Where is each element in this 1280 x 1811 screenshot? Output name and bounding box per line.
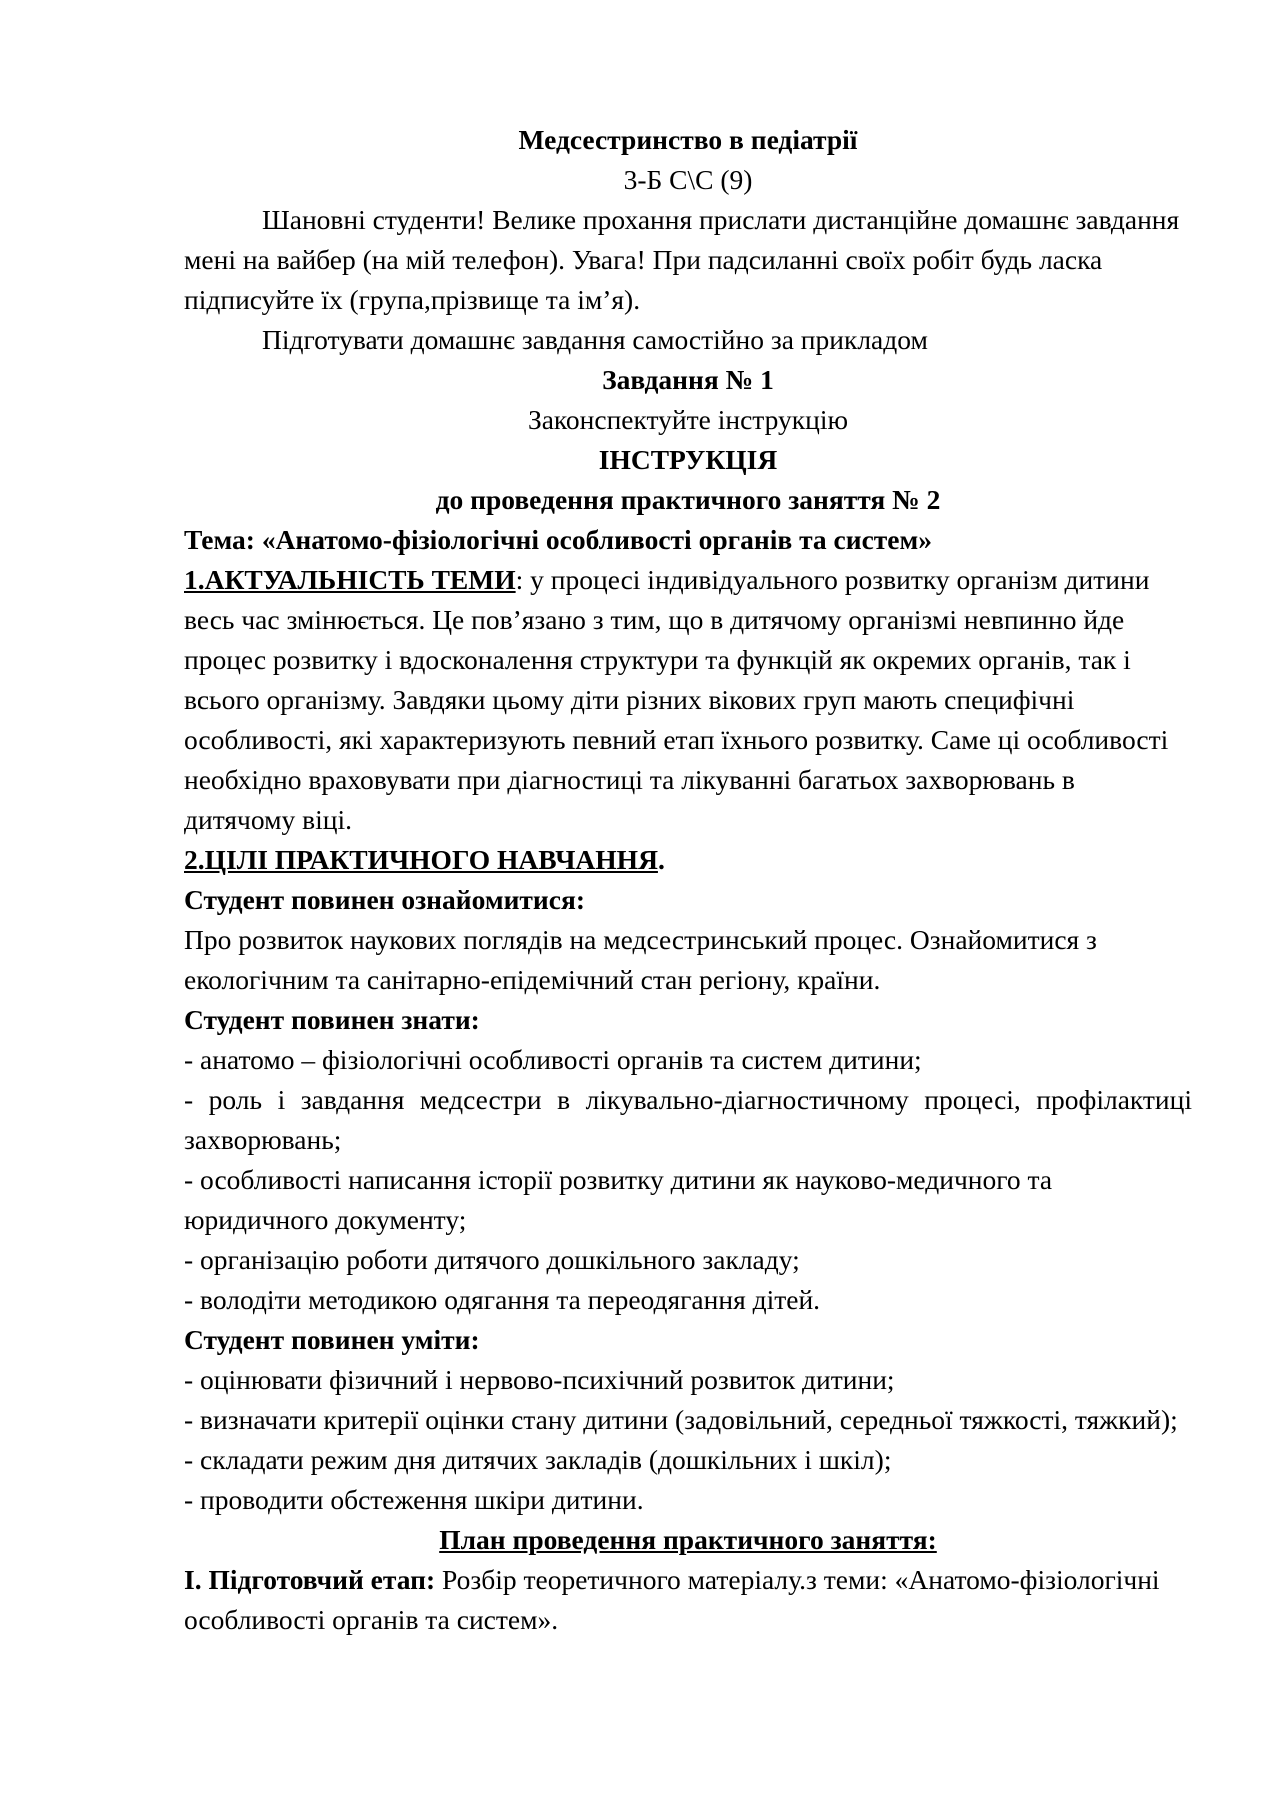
instruction-title: ІНСТРУКЦІЯ: [598, 444, 778, 475]
know-item: - особливості написання історії розвитку дитини як науково-медичного та юридичного документу;: [184, 1164, 1053, 1235]
able-item: - визначати критерії оцінки стану дитини (задовільний, середньої тяжкості, тяжкий);: [184, 1404, 1178, 1435]
know-heading: Студент повинен знати:: [184, 1004, 480, 1035]
familiarize-text: Про розвиток наукових поглядів на медсестринський процес. Ознайомитися з екологічним та санітарно-епідемічний стан регіону, країни.: [184, 924, 1097, 995]
know-item: - анатомо – фізіологічні особливості органів та систем дитини;: [184, 1044, 922, 1075]
know-item: - організацію роботи дитячого дошкільного закладу;: [184, 1244, 800, 1275]
familiarize-heading: Студент повинен ознайомитися:: [184, 884, 586, 915]
goals-heading-line: [184, 840, 1192, 880]
plan-stage-1: [184, 1560, 1192, 1640]
plan-heading: План проведення практичного заняття:: [439, 1524, 937, 1555]
relevance-text: : у процесі індивідуального розвитку організм дитини весь час змінюється. Це пов’язано з тим, що в дитячому організмі невпинно йде процес розвитку і вдосконалення структури та функцій як окремих органів, так і всього організму. Завдяки цьому діти різних вікових груп мають специфічні особливості, які характеризують певний етап їхнього розвитку. Саме ці особливості необхідно враховувати при діагностиці та лікуванні багатьох захворювань в дитячому віці.: [184, 564, 1169, 835]
topic-line: Тема: «Анатомо-фізіологічні особливості органів та систем»: [184, 524, 932, 555]
group-label: 3-Б С\С (9): [623, 164, 753, 195]
stage-1-label: І. Підготовчий етап:: [184, 1564, 436, 1595]
goals-heading: 2.ЦІЛІ ПРАКТИЧНОГО НАВЧАННЯ: [184, 844, 658, 875]
stage-1-text: Розбір теоретичного матеріалу.з теми: «Анатомо-фізіологічні особливості органів та систем».: [184, 1564, 1160, 1635]
able-item: - оцінювати фізичний і нервово-психічний розвиток дитини;: [184, 1364, 895, 1395]
document-body: [184, 120, 1192, 1640]
able-heading: Студент повинен уміти:: [184, 1324, 480, 1355]
intro-paragraph: Шановні студенти! Велике прохання прислати дистанційне домашнє завдання мені на вайбер (на мій телефон). Увага! При падсиланні своїх робіт будь ласка підписуйте їх (група,прізвище та ім’я).: [184, 204, 1180, 315]
able-item: - складати режим дня дитячих закладів (дошкільних і шкіл);: [184, 1444, 892, 1475]
instruction-subtitle: до проведення практичного заняття № 2: [435, 484, 941, 515]
section-relevance: [184, 560, 1192, 840]
know-item: - роль і завдання медсестри в лікувально-діагностичному процесі, профілактиці захворювань;: [184, 1084, 1192, 1155]
know-item: - володіти методикою одягання та переодягання дітей.: [184, 1284, 821, 1315]
course-title: Медсестринство в педіатрії: [518, 124, 858, 155]
relevance-heading: 1.АКТУАЛЬНІСТЬ ТЕМИ: [184, 564, 516, 595]
task-subtitle: Законспектуйте інструкцію: [527, 404, 849, 435]
intro-instruction: Підготувати домашнє завдання самостійно за прикладом: [262, 324, 928, 355]
task-title: Завдання № 1: [602, 364, 774, 395]
able-item: - проводити обстеження шкіри дитини.: [184, 1484, 644, 1515]
goals-heading-dot: .: [657, 844, 665, 875]
